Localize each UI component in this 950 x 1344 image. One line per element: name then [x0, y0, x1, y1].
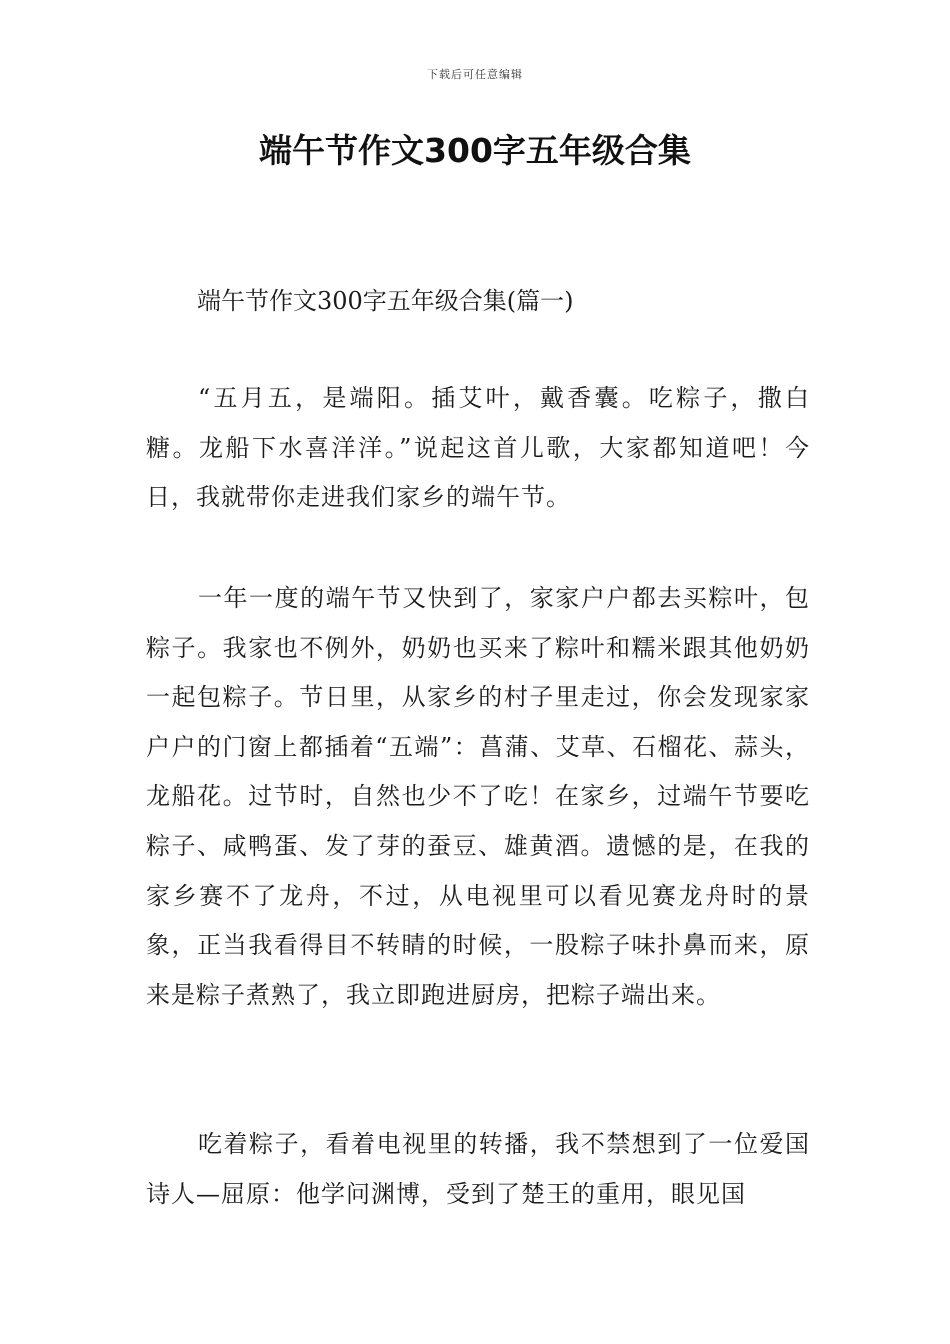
paragraph-2: 一年一度的端午节又快到了，家家户户都去买粽叶，包粽子。我家也不例外，奶奶也买来了粽叶和糯米跟其他奶奶一起包粽子。节日里，从家乡的村子里走过，你会发现家家户户的门窗上都插着“五端”：菖蒲、艾草、石榴花、蒜头，龙船花。过节时，自然也少不了吃！在家乡，过端午节要吃粽子、咸鸭蛋、发了芽的蚕豆、雄黄酒。遗憾的是，在我的家乡赛不了龙舟，不过，从电视里可以看见赛龙舟时的景象，正当我看得目不转睛的时候，一股粽子味扑鼻而来，原来是粽子煮熟了，我立即跑进厨房，把粽子端出来。 [146, 584, 810, 1009]
paragraph-1: “五月五，是端阳。插艾叶，戴香囊。吃粽子，撒白糖。龙船下水喜洋洋。”说起这首儿歌，大家都知道吧！今日，我就带你走进我们家乡的端午节。 [146, 384, 810, 512]
document-title: 端午节作文300字五年级合集 [259, 131, 691, 170]
section-subtitle: 端午节作文300字五年级合集(篇一) [197, 287, 574, 315]
header-note: 下载后可任意编辑 [427, 68, 523, 81]
paragraph-3: 吃着粽子，看着电视里的转播，我不禁想到了一位爱国诗人—屈原：他学问渊博，受到了楚王的重用，眼见国 [146, 1130, 810, 1208]
